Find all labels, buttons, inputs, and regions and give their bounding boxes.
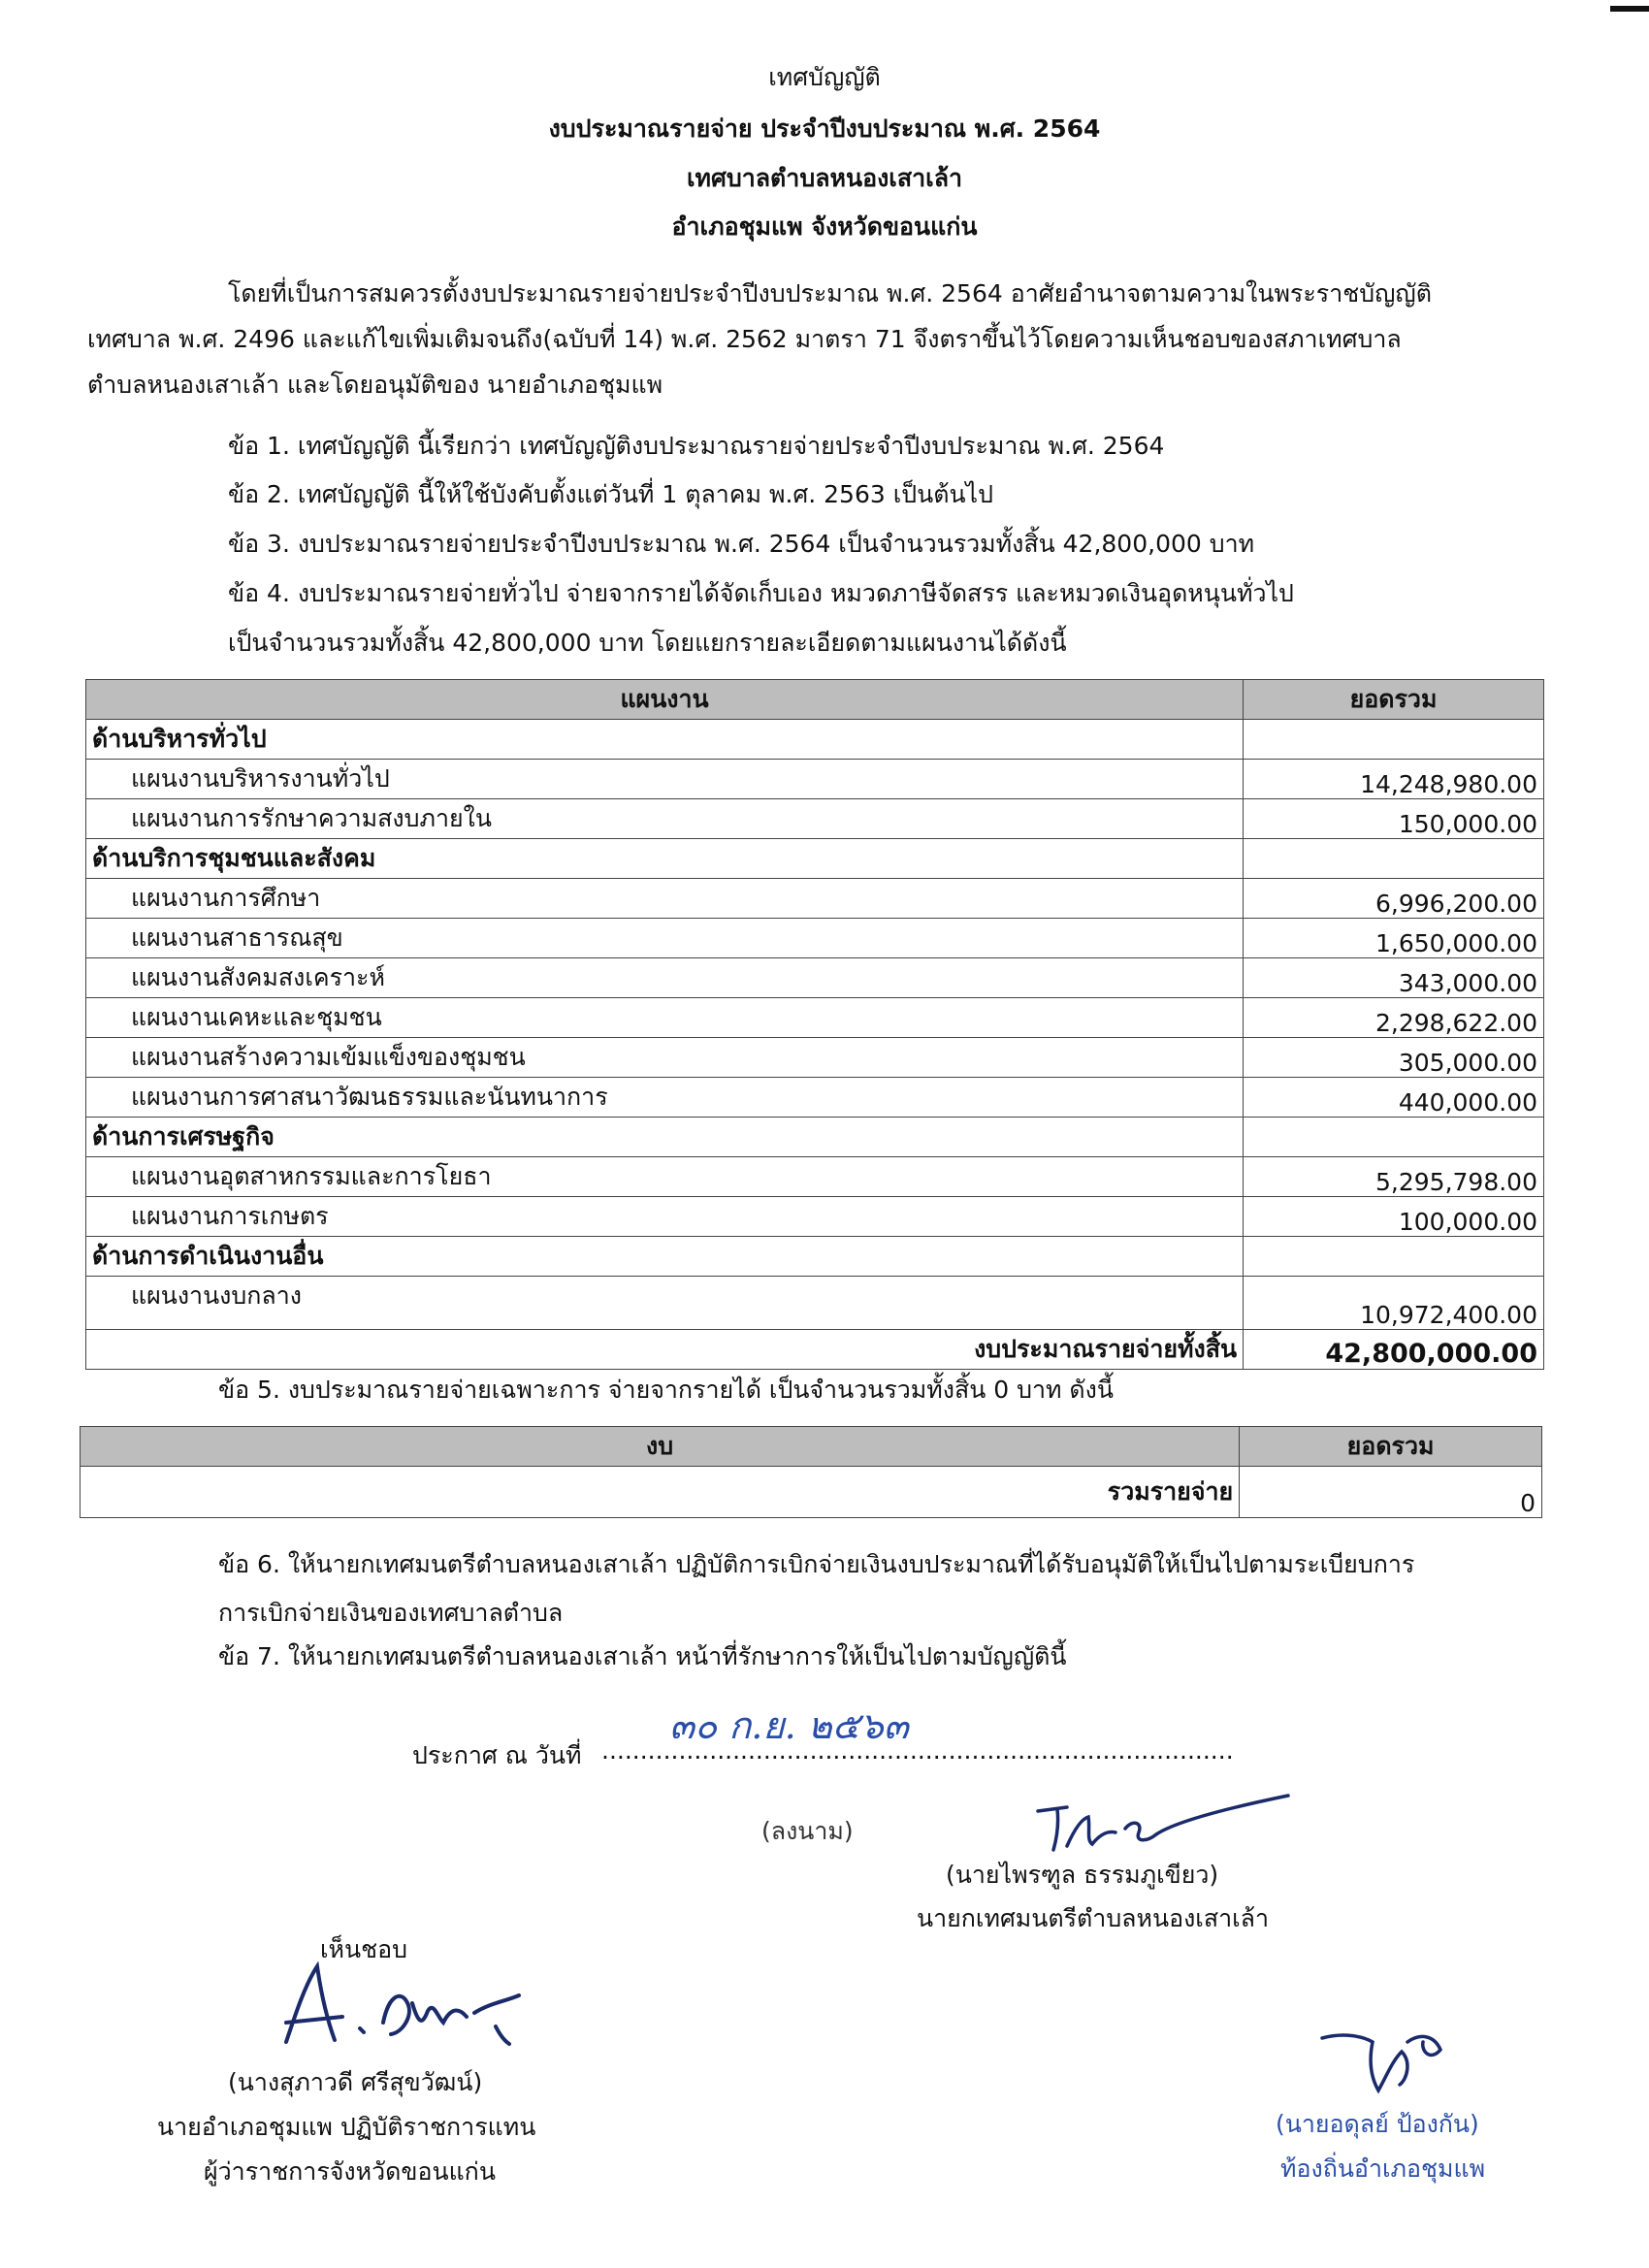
col-plan-header: แผนงาน — [86, 680, 1244, 720]
clause-4-line-1: ข้อ 4. งบประมาณรายจ่ายทั่วไป จ่ายจากรายได้จัดเก็บเอง หมวดภาษีจัดสรร และหมวดเงินอุดหนุนทั่วไป — [228, 579, 1294, 607]
total-label: รวมรายจ่าย — [81, 1467, 1240, 1518]
plan-amount: 6,996,200.00 — [1244, 879, 1544, 919]
total-amount: 0 — [1240, 1467, 1542, 1518]
table-row — [86, 799, 1544, 839]
table-row — [86, 879, 1544, 919]
table-row — [86, 1157, 1544, 1197]
total-row — [81, 1467, 1542, 1518]
sign-label: (ลงนาม) — [761, 1817, 854, 1845]
approve-label: เห็นชอบ — [320, 1935, 407, 1963]
section-row — [86, 720, 1544, 760]
table-header-row — [81, 1427, 1542, 1467]
district-signature — [267, 1955, 529, 2052]
clause-5: ข้อ 5. งบประมาณรายจ่ายเฉพาะการ จ่ายจากรายได้ เป็นจำนวนรวมทั้งสิ้น 0 บาท ดังนี้ — [218, 1376, 1114, 1404]
plan-name: แผนงานบริหารงานทั่วไป — [86, 760, 1244, 799]
total-amount: 42,800,000.00 — [1244, 1330, 1544, 1370]
section-name: ด้านบริการชุมชนและสังคม — [86, 839, 1244, 879]
table-row — [86, 958, 1544, 998]
section-row — [86, 1118, 1544, 1157]
clause-6-line-2: การเบิกจ่ายเงินของเทศบาลตำบล — [218, 1599, 564, 1627]
table-header-row — [86, 680, 1544, 720]
municipality: เทศบาลตำบลหนองเสาเล้า — [686, 164, 963, 192]
table-row — [86, 1078, 1544, 1118]
section-name: ด้านบริหารทั่วไป — [86, 720, 1244, 760]
local-official-signature — [1314, 2023, 1450, 2100]
plan-name: แผนงานสร้างความเข้มแข็งของชุมชน — [86, 1038, 1244, 1078]
clause-2: ข้อ 2. เทศบัญญัติ นี้ให้ใช้บังคับตั้งแต่วันที่ 1 ตุลาคม พ.ศ. 2563 เป็นต้นไป — [228, 480, 993, 508]
table-row — [86, 1277, 1544, 1330]
plan-amount: 100,000.00 — [1244, 1197, 1544, 1237]
plan-amount: 440,000.00 — [1244, 1078, 1544, 1118]
clause-3: ข้อ 3. งบประมาณรายจ่ายประจำปีงบประมาณ พ.ศ. 2564 เป็นจำนวนรวมทั้งสิ้น 42,800,000 บาท — [228, 530, 1255, 558]
total-label: งบประมาณรายจ่ายทั้งสิ้น — [86, 1330, 1244, 1370]
plan-amount: 1,650,000.00 — [1244, 919, 1544, 958]
plan-amount: 14,248,980.00 — [1244, 760, 1544, 799]
plan-amount: 5,295,798.00 — [1244, 1157, 1544, 1197]
section-row — [86, 1237, 1544, 1277]
district-officer-title-1: นายอำเภอชุมแพ ปฏิบัติราชการแทน — [157, 2113, 536, 2141]
section-row — [86, 839, 1544, 879]
doc-type: เทศบัญญัติ — [768, 63, 881, 91]
plan-name: แผนงานสังคมสงเคราะห์ — [86, 958, 1244, 998]
district-officer-title-2: ผู้ว่าราชการจังหวัดขอนแก่น — [204, 2157, 496, 2186]
plan-name: แผนงานการเกษตร — [86, 1197, 1244, 1237]
district-officer-name: (นางสุภาวดี ศรีสุขวัฒน์) — [228, 2068, 483, 2096]
mayor-name: (นายไพรฑูล ธรรมภูเขียว) — [946, 1861, 1219, 1889]
plan-name: แผนงานเคหะและชุมชน — [86, 998, 1244, 1038]
announce-label: ประกาศ ณ วันที่ — [412, 1741, 582, 1769]
plan-amount: 150,000.00 — [1244, 799, 1544, 839]
plan-amount: 343,000.00 — [1244, 958, 1544, 998]
col-budget-header: งบ — [81, 1427, 1240, 1467]
clause-7: ข้อ 7. ให้นายกเทศมนตรีตำบลหนองเสาเล้า หน้าที่รักษาการให้เป็นไปตามบัญญัตินี้ — [218, 1642, 1067, 1670]
preamble-line-2: เทศบาล พ.ศ. 2496 และแก้ไขเพิ่มเติมจนถึง(ฉบับที่ 14) พ.ศ. 2562 มาตรา 71 จึงตราขึ้นไว้โดยความเห็นชอบของสภาเทศบาล — [87, 325, 1402, 353]
plan-name: แผนงานการศึกษา — [86, 879, 1244, 919]
scan-edge-mark — [1610, 6, 1649, 12]
preamble-line-3: ตำบลหนองเสาเล้า และโดยอนุมัติของ นายอำเภอชุมแพ — [87, 371, 663, 399]
mayor-signature — [1028, 1790, 1300, 1858]
clause-1: ข้อ 1. เทศบัญญัติ นี้เรียกว่า เทศบัญญัติงบประมาณรายจ่ายประจำปีงบประมาณ พ.ศ. 2564 — [228, 432, 1165, 460]
preamble-line-1: โดยที่เป็นการสมควรตั้งงบประมาณรายจ่ายประจำปีงบประมาณ พ.ศ. 2564 อาศัยอำนาจตามความในพระราชบัญญัติ — [228, 279, 1432, 308]
col-total-header: ยอดรวม — [1240, 1427, 1542, 1467]
announce-dots: .................................................................................. — [601, 1736, 1234, 1765]
total-row — [86, 1330, 1544, 1370]
table-row — [86, 919, 1544, 958]
doc-title: งบประมาณรายจ่าย ประจำปีงบประมาณ พ.ศ. 2564 — [548, 114, 1101, 143]
table-row — [86, 998, 1544, 1038]
table-row — [86, 1038, 1544, 1078]
plan-name: แผนงานการศาสนาวัฒนธรรมและนันทนาการ — [86, 1078, 1244, 1118]
district-province: อำเภอชุมแพ จังหวัดขอนแก่น — [671, 212, 978, 241]
clause-6-line-1: ข้อ 6. ให้นายกเทศมนตรีตำบลหนองเสาเล้า ปฏิบัติการเบิกจ่ายเงินงบประมาณที่ได้รับอนุมัติให้เป็นไปตามระเบียบการ — [218, 1550, 1415, 1578]
plan-amount: 305,000.00 — [1244, 1038, 1544, 1078]
table-row — [86, 1197, 1544, 1237]
plan-name: แผนงานอุตสาหกรรมและการโยธา — [86, 1157, 1244, 1197]
handwritten-date: ๓๐ ก.ย. ๒๕๖๓ — [669, 1704, 909, 1747]
specific-budget-table — [80, 1426, 1542, 1518]
local-official-title: ท้องถิ่นอำเภอชุมแพ — [1280, 2155, 1486, 2183]
local-official-name: (นายอดุลย์ ป้องกัน) — [1276, 2110, 1479, 2138]
col-total-header: ยอดรวม — [1244, 680, 1544, 720]
section-name: ด้านการดำเนินงานอื่น — [86, 1237, 1244, 1277]
plan-amount: 2,298,622.00 — [1244, 998, 1544, 1038]
table-row — [86, 760, 1544, 799]
plan-amount: 10,972,400.00 — [1244, 1277, 1544, 1330]
plan-name: แผนงานการรักษาความสงบภายใน — [86, 799, 1244, 839]
clause-4-line-2: เป็นจำนวนรวมทั้งสิ้น 42,800,000 บาท โดยแยกรายละเอียดตามแผนงานได้ดังนี้ — [228, 629, 1067, 657]
plan-name: แผนงานงบกลาง — [86, 1277, 1244, 1330]
section-name: ด้านการเศรษฐกิจ — [86, 1118, 1244, 1157]
mayor-title: นายกเทศมนตรีตำบลหนองเสาเล้า — [917, 1904, 1270, 1932]
plan-name: แผนงานสาธารณสุข — [86, 919, 1244, 958]
budget-plan-table — [85, 679, 1544, 1370]
